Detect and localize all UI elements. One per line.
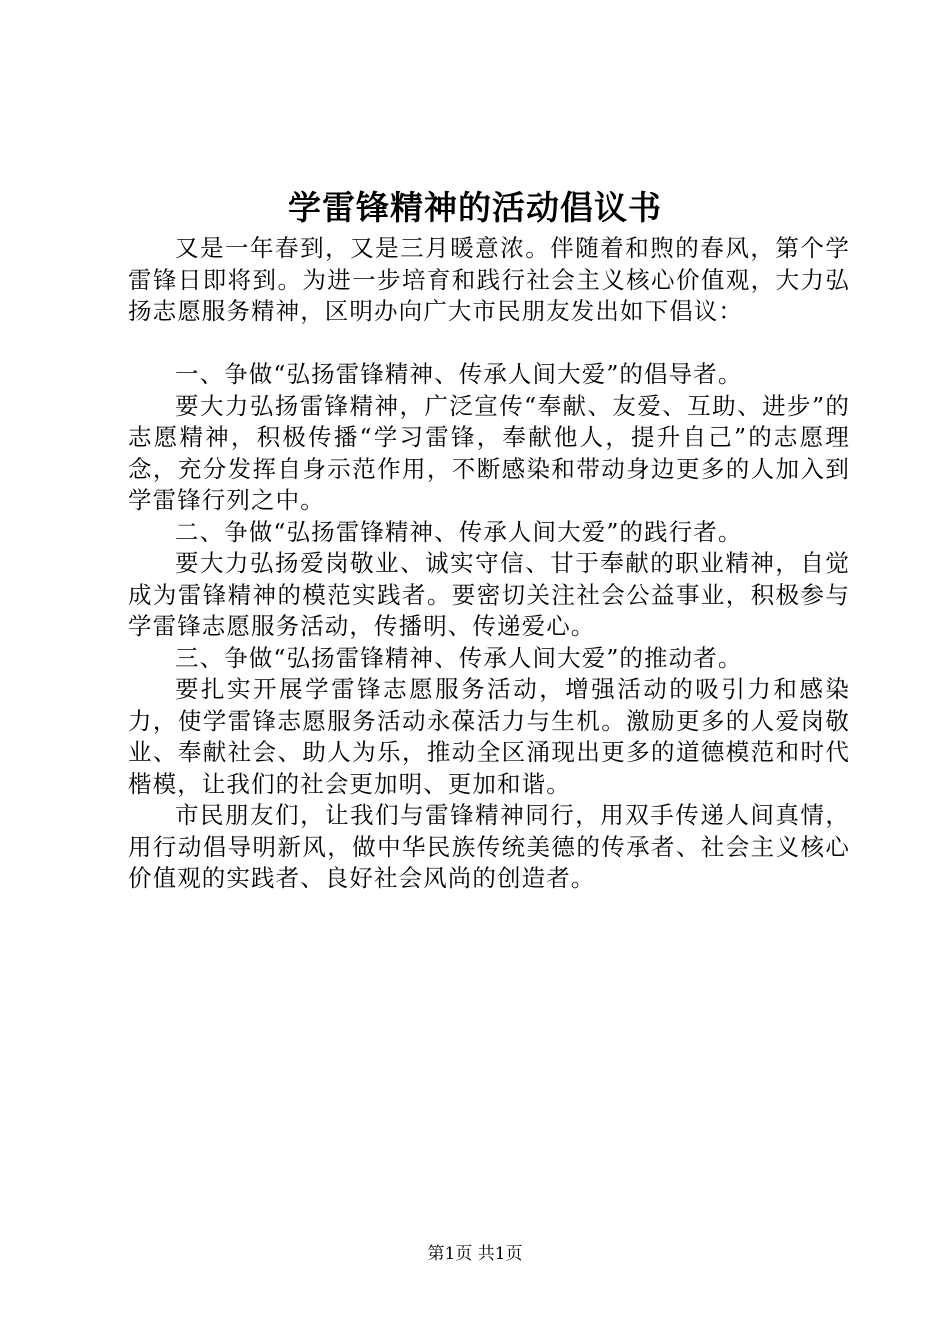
document-title: 学雷锋精神的活动倡议书 (288, 188, 662, 227)
closing-paragraph: 市民朋友们，让我们与雷锋精神同行，用双手传递人间真情，用行动倡导明新风，做中华民族传统美德的传承者、社会主义核心价值观的实践者、良好社会风尚的创造者。 (128, 801, 850, 892)
section-paragraph-1: 要大力弘扬雷锋精神，广泛宣传“奉献、友爱、互助、进步”的志愿精神，积极传播“学习雷锋，奉献他人，提升自己”的志愿理念，充分发挥自身示范作用，不断感染和带动身边更多的人加入到学雷锋行列之中。 (128, 391, 850, 514)
document-body (128, 233, 850, 895)
intro-paragraph: 又是一年春到，又是三月暖意浓。伴随着和煦的春风，第个学雷锋日即将到。为进一步培育和践行社会主义核心价值观，大力弘扬志愿服务精神，区明办向广大市民朋友发出如下倡议： (128, 234, 850, 325)
section-paragraph-3: 要扎实开展学雷锋志愿服务活动，增强活动的吸引力和感染力，使学雷锋志愿服务活动永葆活力与生机。激励更多的人爱岗敬业、奉献社会、助人为乐，推动全区涌现出更多的道德模范和时代楷模，让我们的社会更加明、更加和谐。 (128, 675, 850, 798)
section-paragraph-2: 要大力弘扬爱岗敬业、诚实守信、甘于奉献的职业精神，自觉成为雷锋精神的模范实践者。要密切关注社会公益事业，积极参与学雷锋志愿服务活动，传播明、传递爱心。 (128, 549, 850, 640)
section-heading-2: 二、争做“弘扬雷锋精神、传承人间大爱”的践行者。 (175, 517, 743, 546)
page-number-footer: 第1页 共1页 (427, 1244, 523, 1264)
section-heading-1: 一、争做“弘扬雷锋精神、传承人间大爱”的倡导者。 (175, 360, 743, 388)
section-heading-3: 三、争做“弘扬雷锋精神、传承人间大爱”的推动者。 (175, 643, 743, 672)
